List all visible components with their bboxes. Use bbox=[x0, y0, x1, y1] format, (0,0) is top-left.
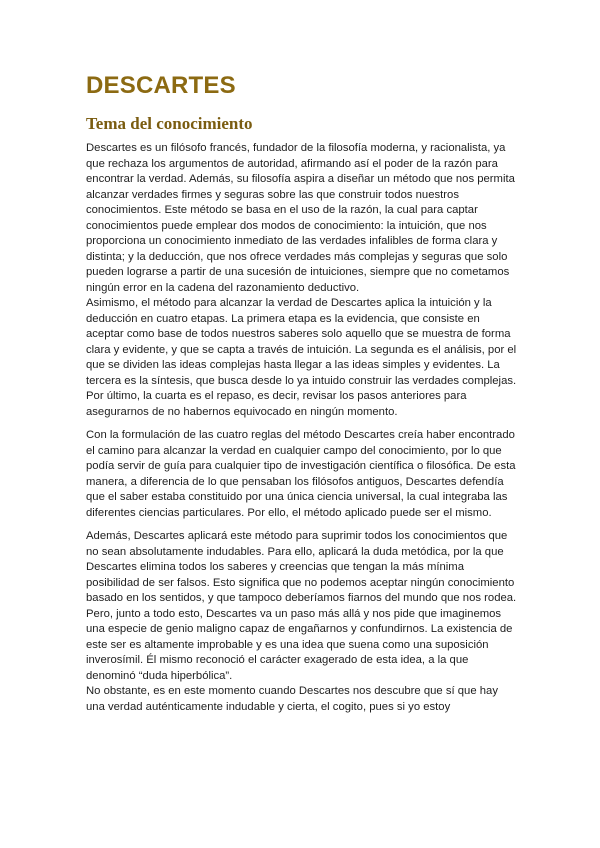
paragraph-methodic-doubt: Además, Descartes aplicará este método para suprimir todos los conocimientos que no sean absolutamente indudables. Para ello, aplicará la duda metódica, por la que Descartes elimina todos los saberes y creencias que tengan la más mínima posibilidad de ser falsos. Esto significa que no podemos aceptar ningún conocimiento basado en los sentidos, y que tampoco deberíamos fiarnos del mundo que nos rodea. Pero, junto a todo esto, Descartes va un paso más allá y nos pide que imaginemos una especie de genio maligno capaz de engañarnos y confundirnos. La existencia de este ser es altamente improbable y es una idea que suena como una suposición inverosímil. Él mismo reconoció el carácter exagerado de esta idea, a la que denominó “duda hiperbólica”. bbox=[86, 530, 517, 682]
document-body bbox=[86, 141, 518, 715]
paragraph-universal-science: Con la formulación de las cuatro reglas del método Descartes creía haber encontrado el camino para alcanzar la verdad en cualquier campo del conocimiento, por lo que podía servir de guía para cualquier tipo de investigación científica o filosófica. De esta manera, a diferencia de lo que pensaban los filósofos antiguos, Descartes defendía que el saber estaba constituido por una única ciencia universal, la cual integraba las diferentes ciencias particulares. Por ello, el método aplicado puede ser el mismo. bbox=[86, 429, 516, 519]
paragraph-method-stages: Asimismo, el método para alcanzar la verdad de Descartes aplica la intuición y la deducción en cuatro etapas. La primera etapa es la evidencia, que consiste en aceptar como base de todos nuestros saberes solo aquello que se muestra de forma clara y evidente, y que se capta a través de intuición. La segunda es el análisis, por el que se dividen las ideas complejas hasta llegar a las ideas simples y evidentes. La tercera es la síntesis, que busca desde lo ya intuido construir las verdades complejas. Por último, la cuarta es el repaso, es decir, revisar los pasos anteriores para asegurarnos de no habernos equivocado en ningún momento. bbox=[86, 297, 517, 418]
document-title: DESCARTES bbox=[86, 72, 236, 99]
document-subtitle: Tema del conocimiento bbox=[86, 114, 253, 133]
paragraph-intro: Descartes es un filósofo francés, fundador de la filosofía moderna, y racionalista, ya que rechaza los argumentos de autoridad, afirmando así el poder de la razón para encontrar la verdad. Además, su filosofía aspira a diseñar un método que nos permita alcanzar verdades firmes y seguras sobre las que construir todos nuestros conocimientos. Este método se basa en el uso de la razón, la cual para captar conocimientos puede emplear dos modos de conocimiento: la intuición, que nos proporciona un conocimiento inmediato de las verdades infalibles de forma clara y distinta; y la deducción, que nos ofrece verdades más complejas y seguras que solo pueden lograrse a partir de una sucesión de intuiciones, siempre que no cometamos ningún error en la cadena del razonamiento deductivo. bbox=[86, 142, 515, 294]
paragraph-cogito: No obstante, es en este momento cuando Descartes nos descubre que sí que hay una verdad auténticamente indudable y cierta, el cogito, pues si yo estoy bbox=[86, 685, 498, 713]
